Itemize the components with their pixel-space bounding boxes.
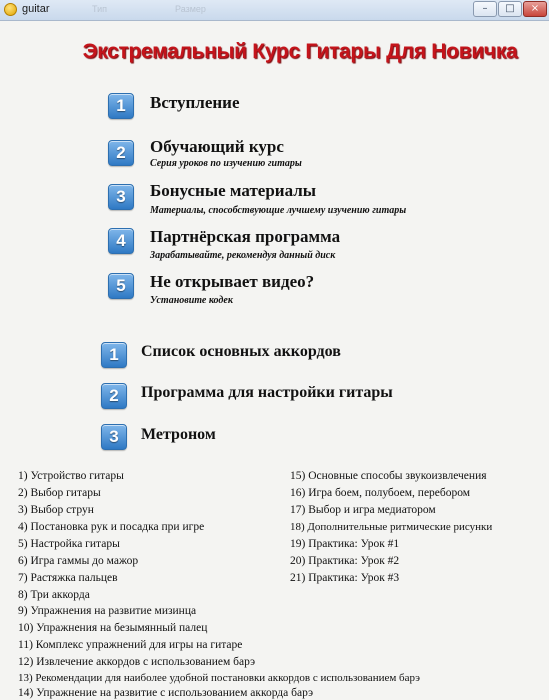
lesson-link[interactable]: 13) Рекомендации для наиболее удобной постановки аккордов с использованием барэ (18, 672, 421, 684)
lesson-link[interactable]: 15) Основные способы звукоизвлечения (290, 470, 487, 482)
window-title-bar (0, 0, 549, 21)
app-icon (4, 3, 17, 16)
lesson-link[interactable]: 14) Упражнение на развитие с использованием аккорда барэ (18, 687, 314, 699)
menu-item-label: Список основных аккордов (141, 343, 341, 360)
lesson-link[interactable]: 17) Выбор и игра медиатором (290, 504, 436, 516)
lesson-link[interactable]: 4) Постановка рук и посадка при игре (18, 521, 205, 533)
menu-item-label: Обучающий курс (150, 137, 284, 156)
lesson-link[interactable]: 9) Упражнения на развитие мизинца (18, 605, 197, 617)
maximize-icon[interactable]: □ (498, 1, 522, 17)
menu-item-subtitle: Материалы, способствующие лучшему изучению гитары (150, 205, 407, 216)
number-4-icon: 4 (108, 228, 134, 254)
number-3-icon: 3 (108, 184, 134, 210)
lesson-link[interactable]: 8) Три аккорда (18, 589, 90, 601)
window-title: guitar (22, 3, 50, 15)
lesson-link[interactable]: 3) Выбор струн (18, 504, 94, 516)
lesson-link[interactable]: 11) Комплекс упражнений для игры на гитаре (18, 639, 243, 651)
lesson-link[interactable]: 20) Практика: Урок #2 (290, 555, 400, 567)
window-controls (473, 1, 547, 17)
menu-item-label: Партнёрская программа (150, 227, 341, 246)
minimize-icon[interactable]: – (473, 1, 497, 17)
ghost-tab-type: Тип (92, 4, 108, 14)
number-2-icon: 2 (108, 140, 134, 166)
lesson-link[interactable]: 21) Практика: Урок #3 (290, 572, 400, 584)
menu-item-label: Не открывает видео? (150, 272, 315, 291)
close-icon[interactable]: × (523, 1, 547, 17)
menu-item-label: Вступление (150, 93, 240, 112)
number-5-icon: 5 (108, 273, 134, 299)
ghost-tab-size: Размер (175, 4, 206, 14)
lesson-link[interactable]: 19) Практика: Урок #1 (290, 538, 400, 550)
menu-item-label: Бонусные материалы (150, 181, 317, 200)
number-2-icon: 2 (101, 383, 127, 409)
number-1-icon: 1 (108, 93, 134, 119)
lesson-link[interactable]: 12) Извлечение аккордов с использованием барэ (18, 656, 256, 668)
menu-item-label: Программа для настройки гитары (141, 384, 393, 401)
menu-item-subtitle: Серия уроков по изучению гитары (150, 158, 302, 169)
menu-item-label: Метроном (141, 426, 216, 443)
lesson-link[interactable]: 1) Устройство гитары (18, 470, 124, 482)
number-1-icon: 1 (101, 342, 127, 368)
lesson-link[interactable]: 10) Упражнения на безымянный палец (18, 622, 208, 634)
lesson-link[interactable]: 6) Игра гаммы до мажор (18, 555, 139, 567)
lesson-link[interactable]: 5) Настройка гитары (18, 538, 120, 550)
lesson-link[interactable]: 18) Дополнительные ритмические рисунки (290, 521, 493, 533)
lesson-link[interactable]: 2) Выбор гитары (18, 487, 101, 499)
menu-item-subtitle: Зарабатывайте, рекомендуя данный диск (150, 250, 336, 261)
lesson-link[interactable]: 7) Растяжка пальцев (18, 572, 118, 584)
lesson-link[interactable]: 16) Игра боем, полубоем, перебором (290, 487, 471, 499)
page-title: Экстремальный Курс Гитары Для Новичка (82, 40, 518, 63)
menu-item-subtitle: Установите кодек (150, 295, 233, 306)
number-3-icon: 3 (101, 424, 127, 450)
